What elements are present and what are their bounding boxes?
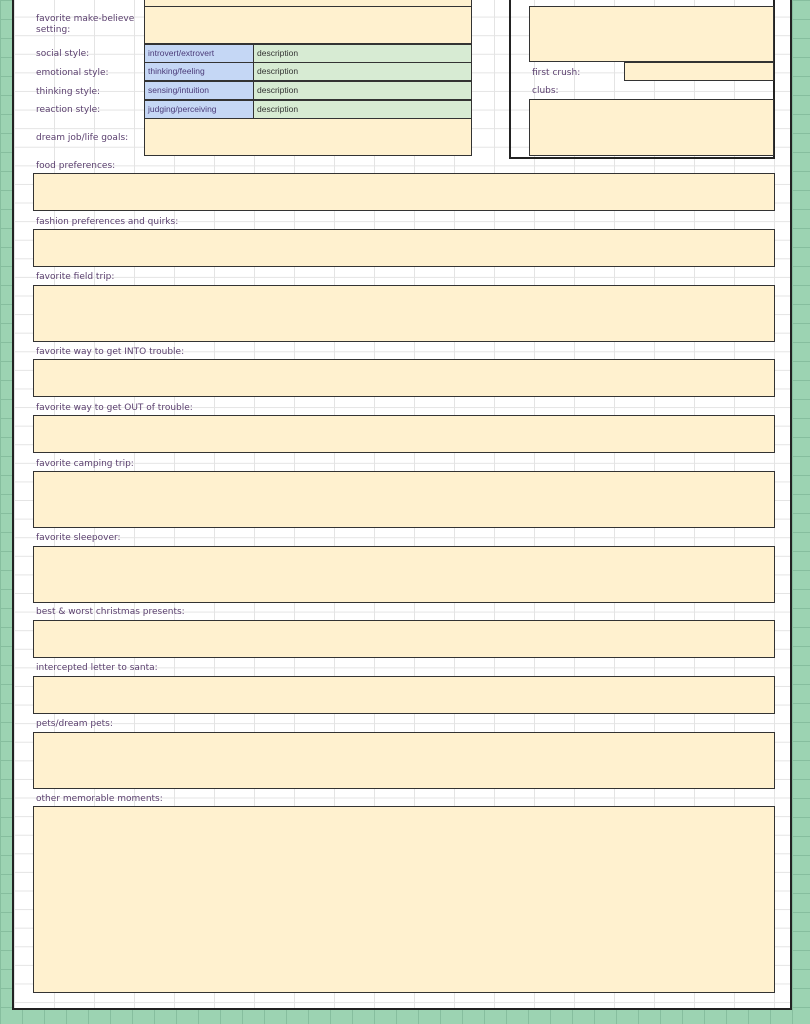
letter-to-santa-field[interactable] [33,676,775,714]
emotional-style-type-cell[interactable]: thinking/feeling [144,62,254,81]
fashion-preferences-field[interactable] [33,229,775,267]
christmas-presents-label: best & worst christmas presents: [36,607,185,617]
out-of-trouble-label: favorite way to get OUT of trouble: [36,403,193,413]
dream-job-label: dream job/life goals: [36,133,129,143]
dream-job-field[interactable] [144,118,472,156]
make-believe-field[interactable] [144,6,472,44]
social-style-label: social style: [36,49,90,59]
field-trip-label: favorite field trip: [36,272,115,282]
pets-field[interactable] [33,732,775,789]
into-trouble-field[interactable] [33,359,775,397]
first-crush-label: first crush: [532,68,581,78]
sleepover-field[interactable] [33,546,775,603]
into-trouble-label: favorite way to get INTO trouble: [36,347,185,357]
first-crush-field[interactable] [624,62,774,81]
thinking-style-description-cell[interactable]: description [253,81,472,100]
emotional-style-description-cell[interactable]: description [253,62,472,81]
thinking-style-label: thinking style: [36,87,101,97]
right-panel-top-field[interactable] [529,6,774,62]
out-of-trouble-field[interactable] [33,415,775,453]
reaction-style-description-cell[interactable]: description [253,100,472,119]
memorable-moments-field[interactable] [33,806,775,993]
social-style-type-cell[interactable]: introvert/extrovert [144,44,254,63]
emotional-style-label: emotional style: [36,68,109,78]
letter-to-santa-label: intercepted letter to santa: [36,663,158,673]
sleepover-label: favorite sleepover: [36,533,121,543]
pets-label: pets/dream pets: [36,719,113,729]
make-believe-label: favorite make-believe setting: [36,14,135,35]
worksheet [12,0,792,1010]
camping-trip-field[interactable] [33,471,775,528]
christmas-presents-field[interactable] [33,620,775,658]
reaction-style-label: reaction style: [36,105,101,115]
thinking-style-type-cell[interactable]: sensing/intuition [144,81,254,100]
food-preferences-field[interactable] [33,173,775,211]
food-preferences-label: food preferences: [36,161,116,171]
camping-trip-label: favorite camping trip: [36,459,134,469]
field-trip-field[interactable] [33,285,775,342]
clubs-label: clubs: [532,86,559,96]
reaction-style-type-cell[interactable]: judging/perceiving [144,100,254,119]
fashion-preferences-label: fashion preferences and quirks: [36,217,179,227]
social-style-description-cell[interactable]: description [253,44,472,63]
clubs-field[interactable] [529,99,774,156]
memorable-moments-label: other memorable moments: [36,794,163,804]
